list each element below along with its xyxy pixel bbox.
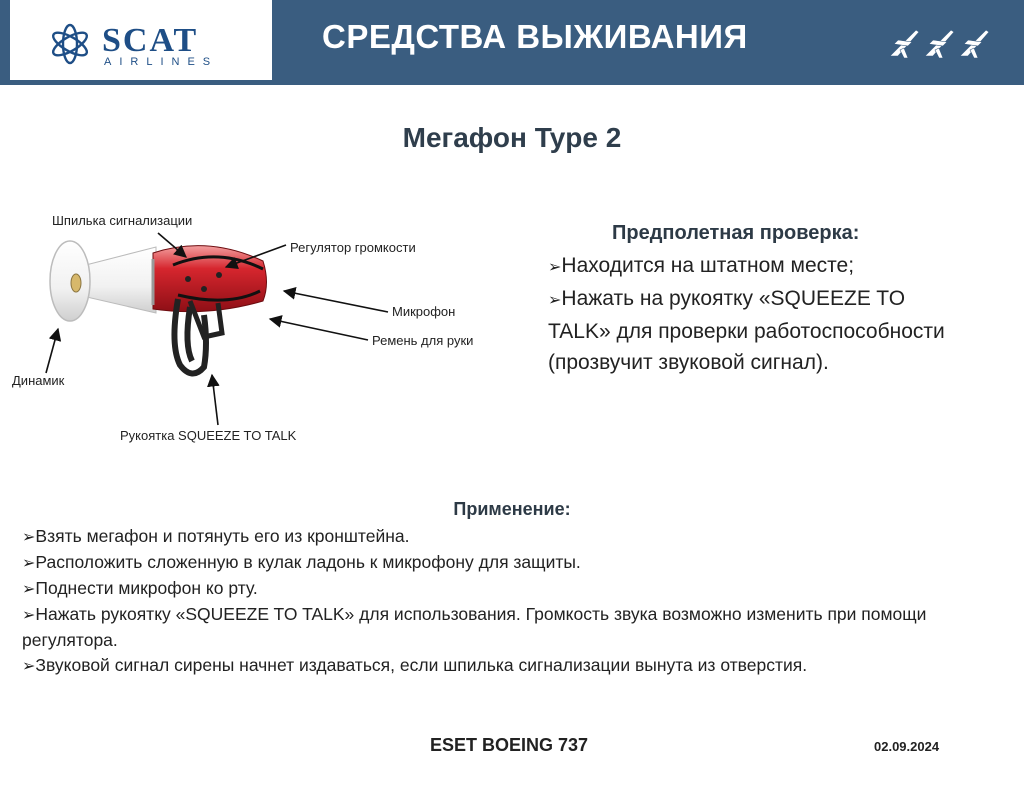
list-item-text: Расположить сложенную в кулак ладонь к микрофону для защиты. [35, 552, 581, 572]
label-trigger: Рукоятка SQUEEZE TO TALK [120, 428, 297, 443]
usage-title: Применение: [453, 499, 571, 519]
airplanes-decoration [886, 24, 992, 60]
list-item [22, 653, 1012, 679]
header-title: СРЕДСТВА ВЫЖИВАНИЯ [322, 18, 748, 55]
list-item [22, 550, 1012, 576]
list-item [548, 250, 968, 283]
usage-list [22, 524, 1012, 679]
label-alarm-pin: Шпилька сигнализации [52, 213, 193, 228]
list-item [22, 524, 1012, 550]
megaphone-diagram [8, 195, 518, 455]
list-item [548, 283, 968, 378]
bullet-arrow-icon: ➢ [22, 529, 36, 546]
bullet-arrow-icon: ➢ [548, 292, 562, 309]
footer-date: 02.09.2024 [874, 739, 940, 754]
brand-subtitle: AIRLINES [104, 56, 219, 68]
airplane-icon [960, 30, 989, 58]
bullet-arrow-icon: ➢ [22, 581, 36, 598]
bullet-arrow-icon: ➢ [548, 259, 562, 276]
airplane-icon [890, 30, 919, 58]
bullet-arrow-icon: ➢ [22, 555, 36, 572]
preflight-list [548, 250, 968, 378]
list-item [22, 602, 1012, 653]
brand-name: SCAT [102, 22, 199, 59]
preflight-title: Предполетная проверка: [612, 222, 860, 244]
list-item [22, 576, 1012, 602]
label-hand-strap: Ремень для руки [372, 333, 474, 348]
list-item-text: Поднести микрофон ко рту. [35, 578, 258, 598]
label-speaker: Динамик [12, 373, 65, 388]
bullet-arrow-icon: ➢ [22, 607, 36, 624]
list-item-text: Взять мегафон и потянуть его из кронштейна. [35, 526, 410, 546]
list-item-text: Нажать рукоятку «SQUEEZE TO TALK» для использования. Громкость звука возможно изменить при помощи регулятора. [22, 604, 927, 650]
list-item-text: Нажать на рукоятку «SQUEEZE TO TALK» для проверки работоспособности (прозвучит звуковой сигнал). [548, 287, 945, 374]
airplane-icon [925, 30, 954, 58]
footer-aircraft: ESET BOEING 737 [430, 735, 589, 755]
logo [10, 0, 272, 80]
header-bar [0, 0, 1024, 85]
scat-logo-icon [48, 22, 92, 66]
label-volume: Регулятор громкости [290, 240, 416, 255]
list-item-text: Находится на штатном месте; [561, 254, 855, 277]
bullet-arrow-icon: ➢ [22, 658, 36, 675]
label-microphone: Микрофон [392, 304, 456, 319]
slide-title: Мегафон Type 2 [402, 122, 622, 153]
list-item-text: Звуковой сигнал сирены начнет издаваться, если шпилька сигнализации вынута из отверстия. [35, 655, 808, 675]
megaphone-illustration [50, 241, 267, 374]
